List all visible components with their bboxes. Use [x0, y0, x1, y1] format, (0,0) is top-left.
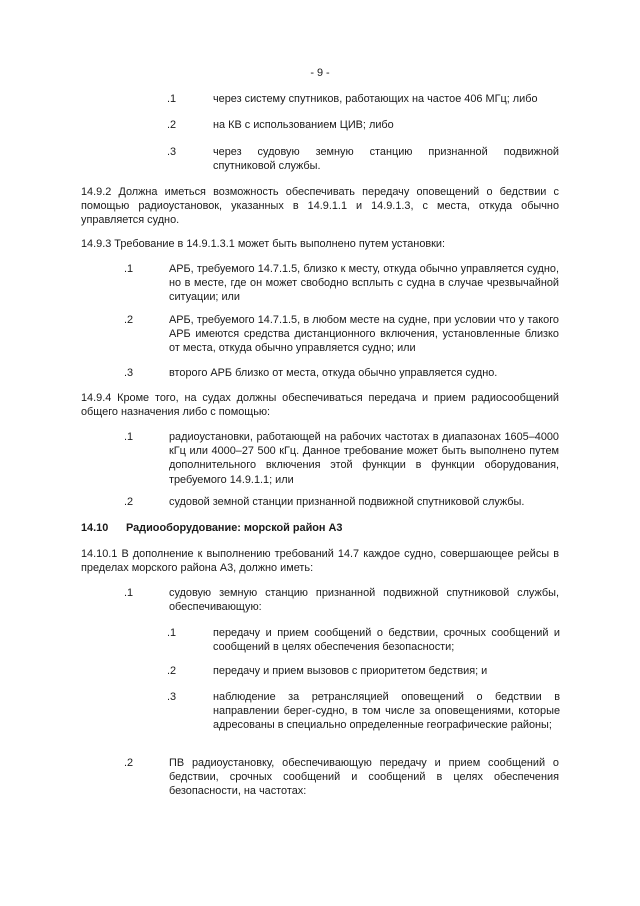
paragraph-14-9-3: 14.9.3 Требование в 14.9.1.3.1 может быть выполнено путем установки: [81, 238, 446, 250]
item-text: радиоустановки, работающей на рабочих частотах в диапазонах 1605–4000 кГц или 4000–27 500 кГц. Данное требование может быть выполнено путем дополнительного включения этой функции в функции оборудования, требуемого 14.9.1.1; или [169, 431, 559, 486]
item-number: .3 [167, 146, 177, 158]
item-text: судовой земной станции признанной подвижной спутниковой службы. [169, 496, 525, 508]
item-text: передачу и прием сообщений о бедствии, срочных сообщений и сообщений в целях обеспечения безопасности; [213, 627, 560, 654]
item-number: .3 [167, 691, 177, 703]
item-text: ПВ радиоустановку, обеспечивающую передачу и прием сообщений о бедствии, срочных сообщений и сообщений в целях обеспечения безопасности, на частотах: [169, 757, 559, 798]
item-text: наблюдение за ретрансляцией оповещений о бедствии в направлении берег-судно, в том числе за оповещениями, которые адресованы в специально определенные географические районы; [213, 691, 560, 732]
paragraph-14-10-1: 14.10.1 В дополнение к выполнению требований 14.7 каждое судно, совершающее рейсы в пределах морского района А3, должно иметь: [81, 548, 559, 575]
item-text: АРБ, требуемого 14.7.1.5, близко к месту, откуда обычно управляется судно, но в месте, где он может свободно всплыть с судна в случае чрезвычайной ситуации; или [169, 263, 559, 304]
paragraph-14-9-2: 14.9.2 Должна иметься возможность обеспечивать передачу оповещений о бедствии с помощью радиоустановок, указанных в 14.9.1.1 и 14.9.1.3, с места, откуда обычно управляется судно. [81, 186, 559, 227]
item-number: .2 [124, 757, 134, 769]
item-number: .1 [167, 627, 177, 639]
item-text: на КВ с использованием ЦИВ; либо [213, 119, 394, 131]
page-number: - 9 - [310, 67, 330, 79]
item-text: судовую земную станцию признанной подвижной спутниковой службы, обеспечивающую: [169, 587, 559, 614]
item-number: .2 [124, 496, 134, 508]
item-number: .3 [124, 367, 134, 379]
item-number: .2 [124, 314, 134, 326]
item-text: второго АРБ близко от места, откуда обычно управляется судно. [169, 367, 498, 379]
item-number: .1 [124, 263, 134, 275]
item-text: через систему спутников, работающих на частое 406 МГц; либо [213, 93, 538, 105]
heading-title: Радиооборудование: морской район А3 [126, 522, 343, 534]
item-text: через судовую земную станцию признанной подвижной спутниковой службы. [213, 146, 559, 173]
paragraph-14-9-4: 14.9.4 Кроме того, на судах должны обеспечиваться передача и прием радиосообщений общего назначения либо с помощью: [81, 392, 559, 419]
item-number: .2 [167, 119, 177, 131]
item-number: .1 [124, 431, 134, 443]
item-number: .1 [167, 93, 177, 105]
item-text: передачу и прием вызовов с приоритетом бедствия; и [213, 665, 488, 677]
item-number: .1 [124, 587, 134, 599]
heading-number: 14.10 [81, 522, 109, 534]
item-number: .2 [167, 665, 177, 677]
item-text: АРБ, требуемого 14.7.1.5, в любом месте на судне, при условии что у такого АРБ имеются средства дистанционного включения, установленные близко от места, откуда обычно управляется судно; или [169, 314, 559, 355]
